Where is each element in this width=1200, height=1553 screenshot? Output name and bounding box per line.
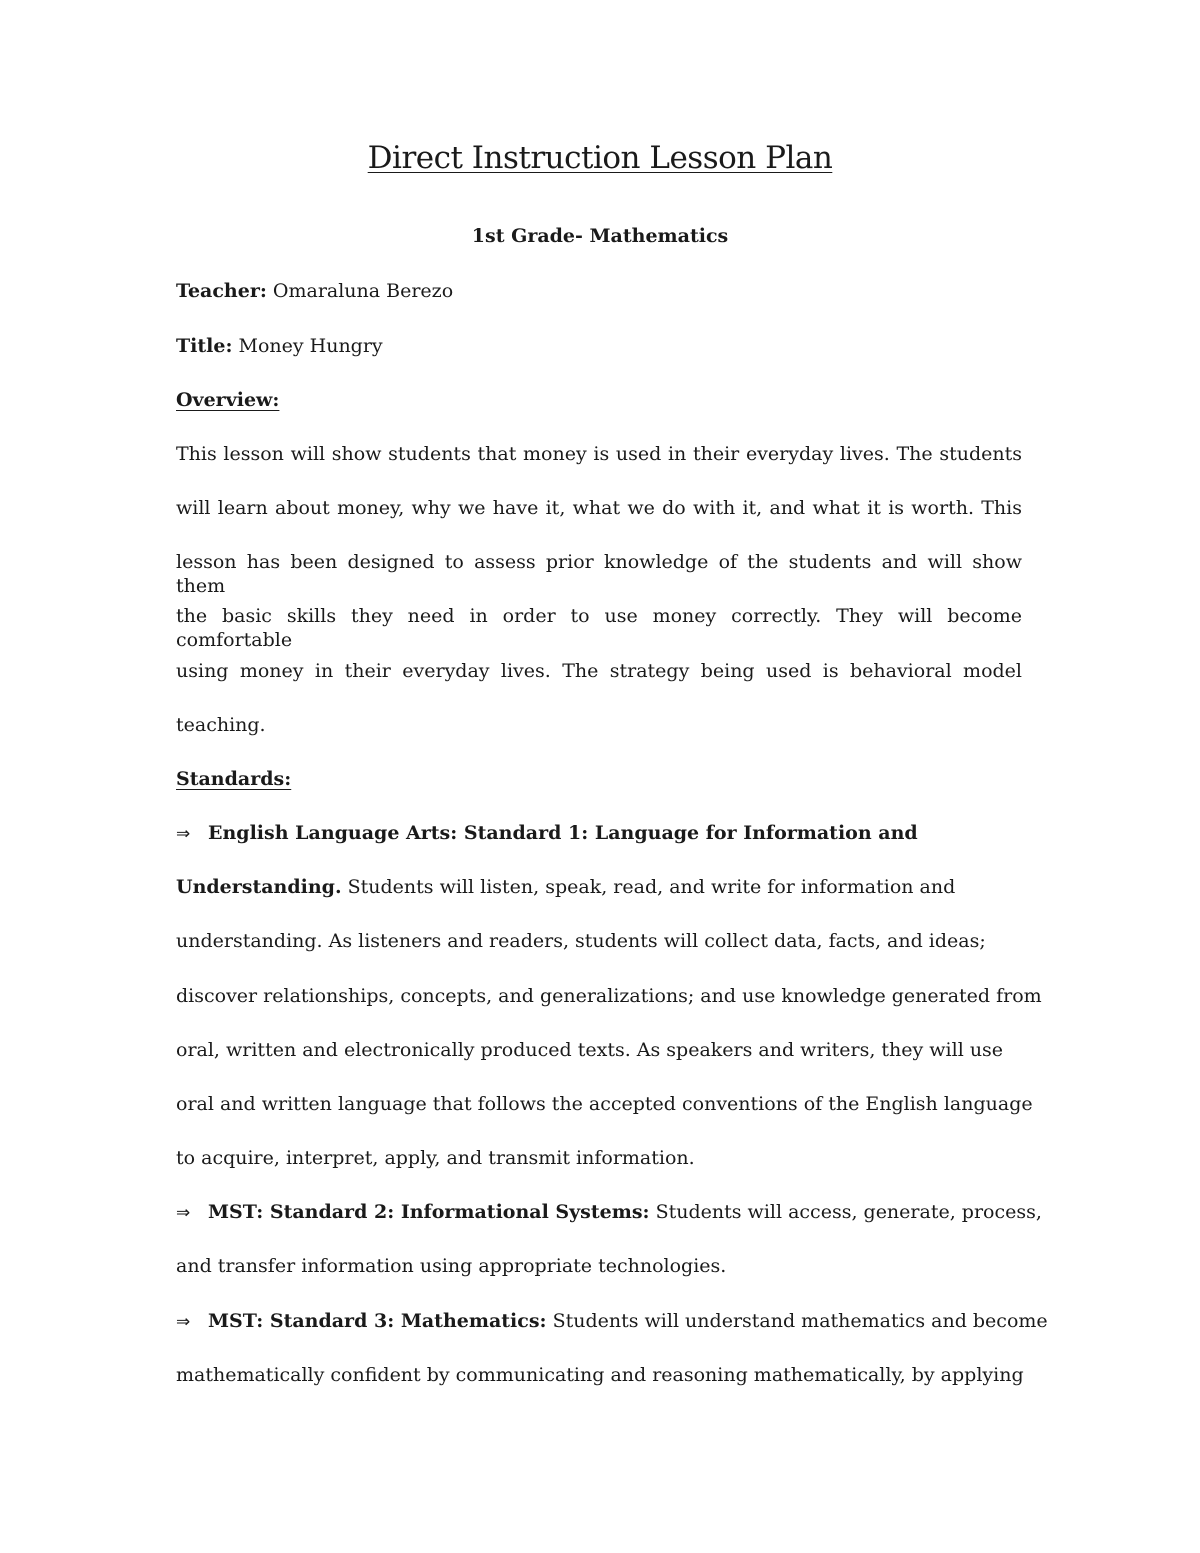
standard-1-line: oral, written and electronically produced texts. As speakers and writers, they will use (176, 1039, 1004, 1061)
document-subtitle: 1st Grade- Mathematics (471, 225, 729, 247)
title-value: Money Hungry (232, 335, 383, 357)
standard-1-title-cont: Understanding. (176, 876, 342, 898)
standard-3-line: mathematically confident by communicating and reasoning mathematically, by applying (176, 1364, 1024, 1386)
standard-2-heading (176, 1200, 1042, 1225)
standard-1-line: to acquire, interpret, apply, and transmit information. (176, 1147, 695, 1169)
overview-heading: Overview: (176, 389, 280, 411)
teacher-label: Teacher: (176, 280, 267, 302)
overview-line: using money in their everyday lives. The strategy being used is behavioral model (176, 660, 1022, 682)
overview-line: lesson has been designed to assess prior knowledge of the students and will show them (176, 551, 1022, 597)
standard-1-line (176, 875, 955, 899)
standard-1-line: understanding. As listeners and readers, students will collect data, facts, and ideas; (176, 930, 986, 952)
standard-3-heading (176, 1309, 1048, 1334)
standard-1-line: oral and written language that follows the accepted conventions of the English language (176, 1093, 1033, 1115)
standard-2-text: Students will access, generate, process, (649, 1201, 1042, 1223)
overview-line: teaching. (176, 714, 266, 736)
standard-1-heading (176, 821, 918, 846)
teacher-value: Omaraluna Berezo (266, 280, 454, 302)
standard-3-title: MST: Standard 3: Mathematics: (208, 1310, 547, 1332)
standard-2-title: MST: Standard 2: Informational Systems: (208, 1201, 650, 1223)
title-label: Title: (176, 335, 233, 357)
arrow-bullet-icon: ⇒ (176, 824, 191, 844)
overview-line: This lesson will show students that money is used in their everyday lives. The students (176, 443, 1022, 465)
standard-1-line: discover relationships, concepts, and generalizations; and use knowledge generated from (176, 985, 1042, 1007)
arrow-bullet-icon: ⇒ (176, 1203, 191, 1223)
overview-line: will learn about money, why we have it, what we do with it, and what it is worth. This (176, 497, 1022, 519)
document-title: Direct Instruction Lesson Plan (367, 140, 833, 176)
standard-2-line: and transfer information using appropriate technologies. (176, 1255, 727, 1277)
standard-1-title: English Language Arts: Standard 1: Language for Information and (208, 822, 918, 844)
standards-heading: Standards: (176, 768, 292, 790)
overview-line: the basic skills they need in order to use money correctly. They will become comfortable (176, 605, 1022, 651)
standard-1-text: Students will listen, speak, read, and write for information and (341, 876, 956, 898)
standard-3-text: Students will understand mathematics and become (546, 1310, 1048, 1332)
title-line (176, 334, 383, 358)
teacher-line (176, 279, 453, 303)
arrow-bullet-icon: ⇒ (176, 1312, 191, 1332)
